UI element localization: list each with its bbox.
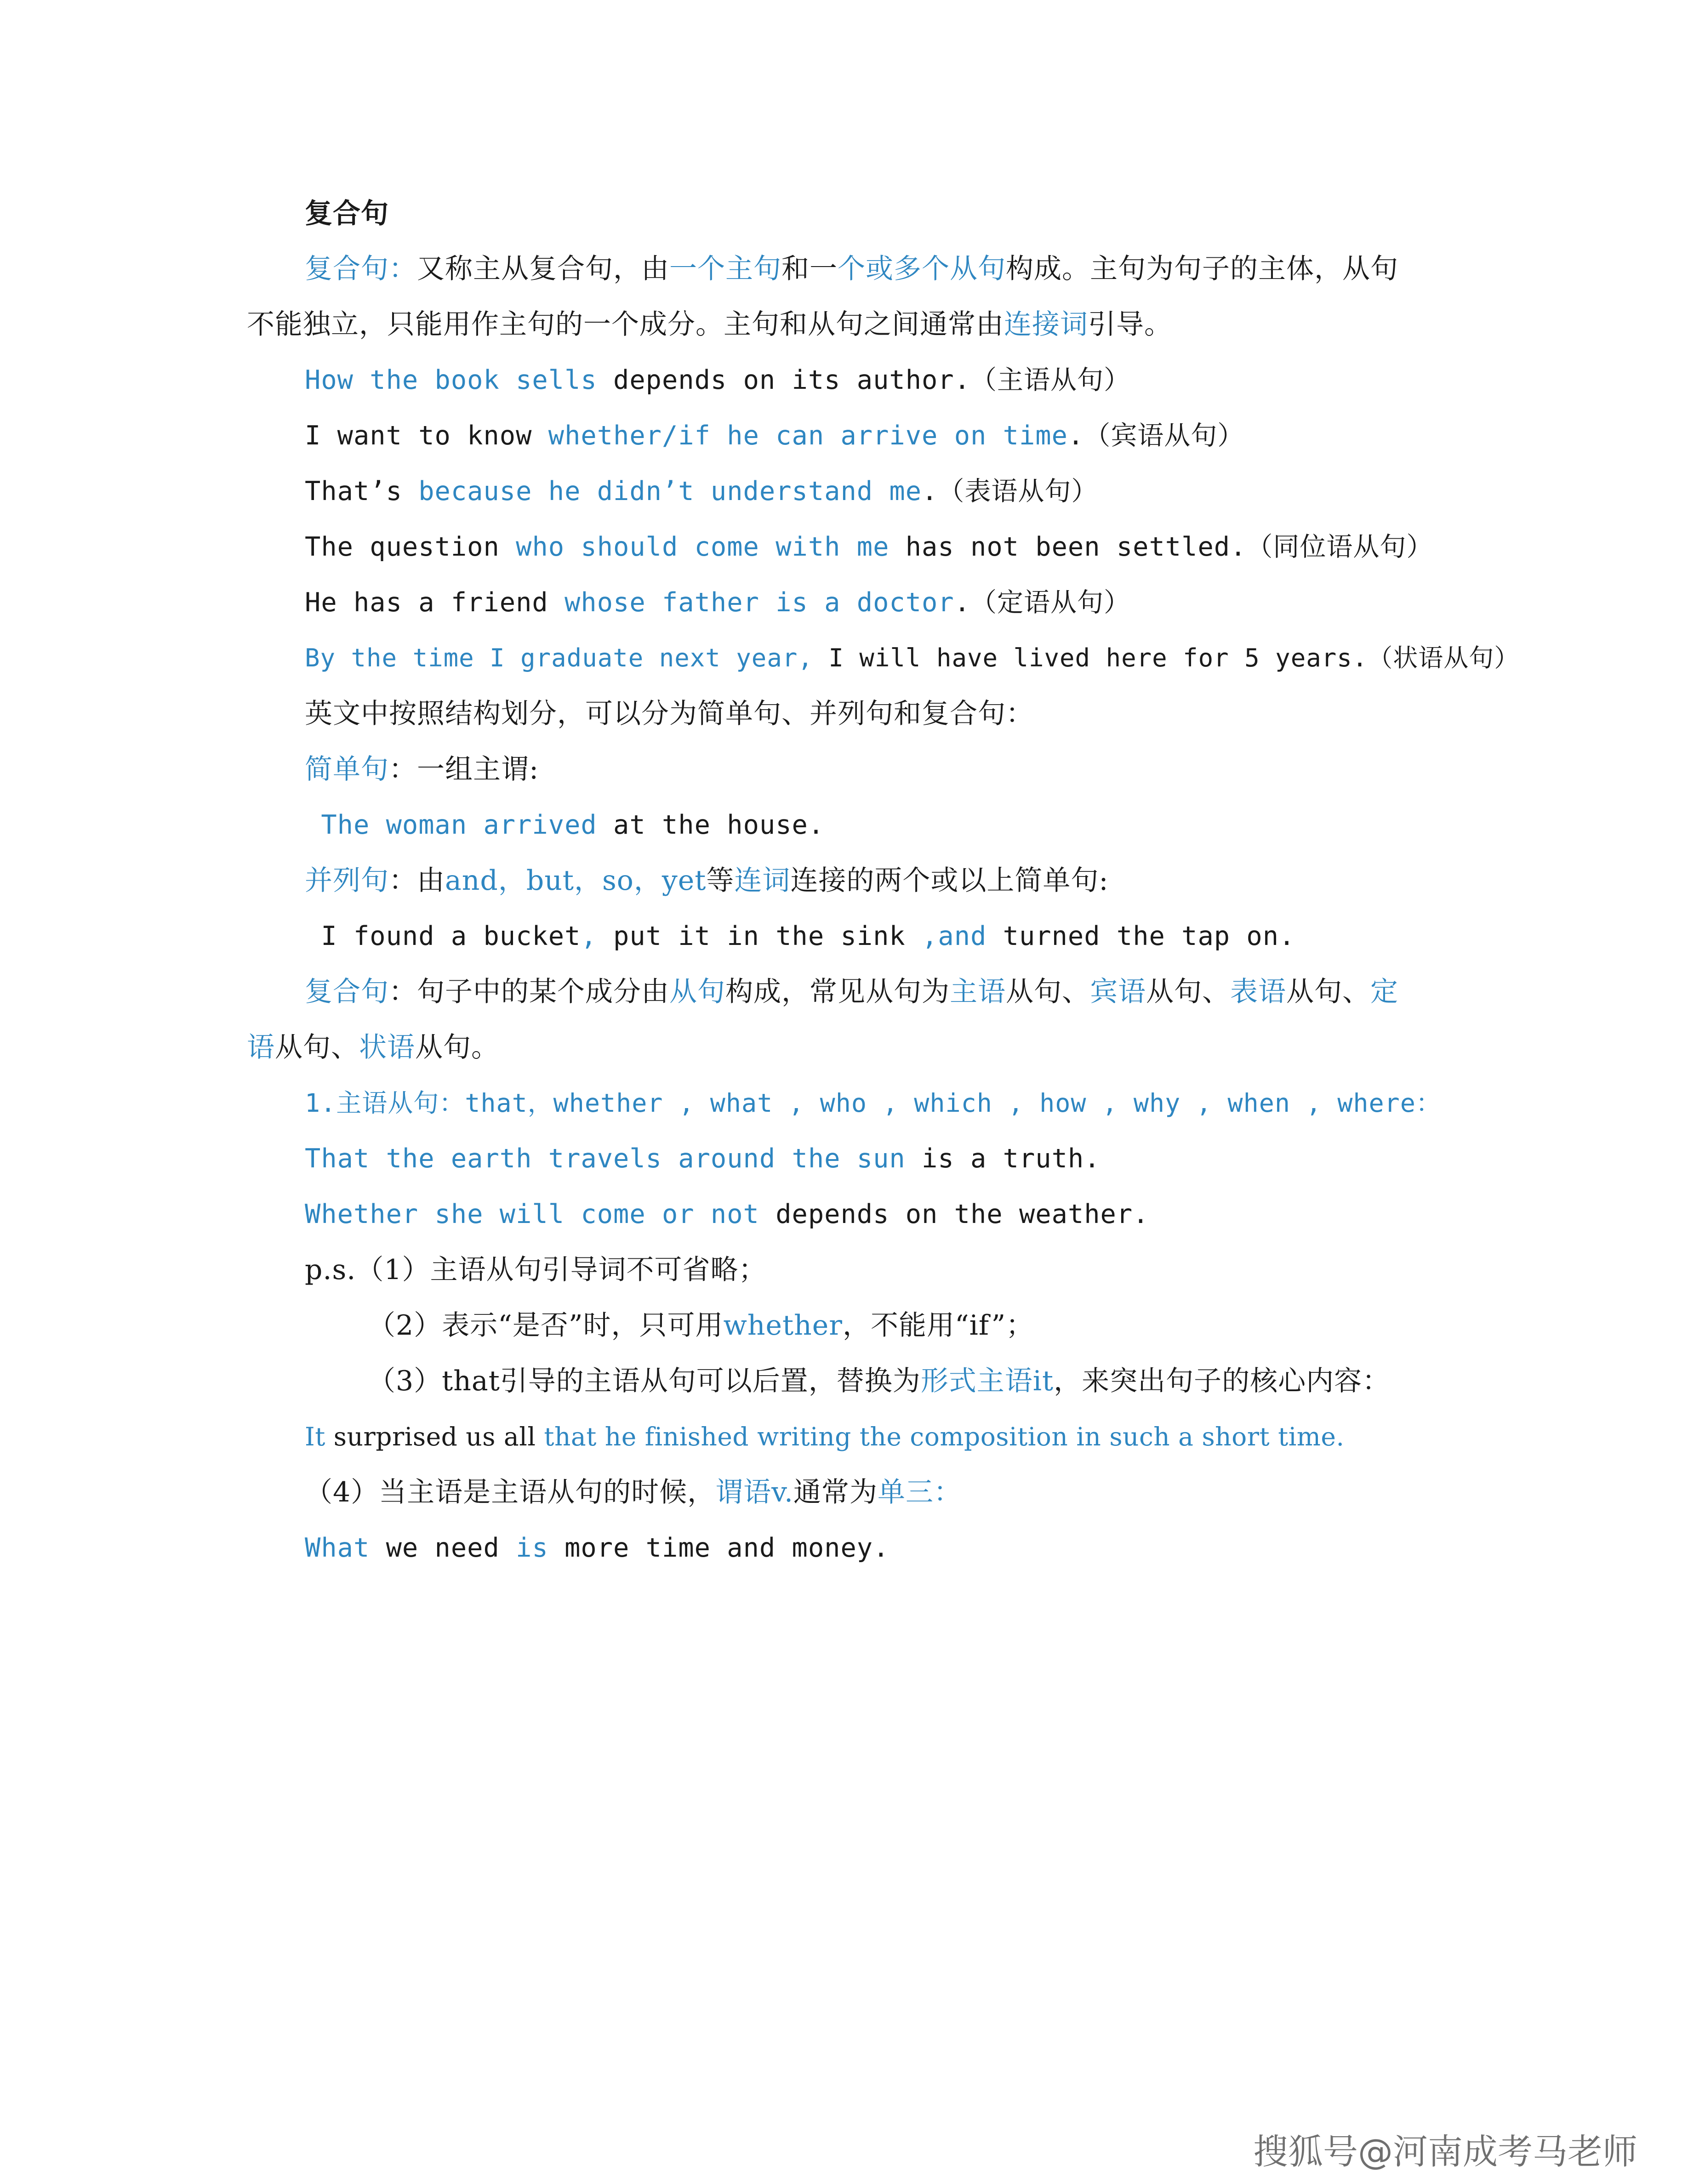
subject-clause-heading [305,1085,1442,1121]
body-text: more time and money. [548,1533,890,1563]
body-text: ：一组主谓: [389,753,539,785]
highlighted-text: because he didn’t understand me [418,476,922,506]
body-text: I will have lived here for 5 years.（状语从句） [813,643,1520,672]
highlighted-text: 谓语v. [715,1476,794,1508]
highlighted-text: who should come with me [516,532,890,562]
body-text: 等 [706,864,735,897]
body-text: 不能独立，只能用作主句的一个成分。主句和从句之间通常由 [247,308,1004,341]
highlighted-text: 1.主语从句：that，whether , what , who , which , how , why , when , where： [305,1088,1442,1118]
highlighted-text: 定 [1370,976,1398,1008]
body-text: ，来突出句子的核心内容： [1054,1365,1391,1397]
body-text: He has a friend [305,587,565,618]
body-text: （2）表示“是否”时，只可用 [368,1309,724,1342]
subject-clause-example-3 [305,1418,1344,1455]
body-text: depends on its author.（主语从句） [597,365,1131,395]
body-text: surprised us all [325,1422,544,1451]
body-text: I found a bucket [305,921,581,951]
body-text: 构成，常见从句为 [725,976,950,1008]
body-text: ：由 [389,864,445,897]
body-text: 又称主从复合句，由 [417,253,669,285]
complex-sentence-line-2 [247,1029,499,1066]
example-attributive-clause [305,584,1130,621]
highlighted-text: 连接词 [1004,308,1088,341]
body-text: （4）当主语是主语从句的时候， [305,1476,716,1508]
example-object-clause [305,417,1244,454]
body-text: 引导。 [1088,308,1172,341]
body-text: 通常为 [793,1476,878,1508]
body-text: .（表语从句） [922,476,1098,506]
highlighted-text: , [581,921,597,951]
highlighted-text: By the time I graduate next year, [305,643,813,672]
highlighted-text: that he finished writing the composition in such a short time. [544,1422,1345,1451]
body-text: ：句子中的某个成分由 [389,976,669,1008]
simple-sentence-definition [305,751,539,788]
body-text: ，不能用“if”； [842,1309,1034,1342]
compound-sentence-definition [305,862,1109,899]
highlighted-text: is [516,1533,548,1563]
highlighted-text: 状语 [359,1031,415,1064]
highlighted-text: 从句 [669,976,725,1008]
body-text: .（定语从句） [954,587,1131,618]
highlighted-text: 个或多个从句 [838,253,1006,285]
highlighted-text: 单三： [878,1476,962,1508]
body-text: The question [305,532,516,562]
body-text: 构成。主句为句子的主体，从句 [1006,253,1398,285]
compound-sentence-example [305,918,1295,955]
body-text: we need [370,1533,516,1563]
complex-sentence-line-1 [305,973,1398,1010]
highlighted-text: Whether she will come or not [305,1199,759,1229]
highlighted-text: 形式主语it [920,1365,1054,1397]
example-appositive-clause [305,529,1433,565]
highlighted-text: What [305,1533,370,1563]
body-text: is a truth. [905,1143,1101,1174]
highlighted-text: It [305,1422,325,1451]
highlighted-text: The woman arrived [305,810,597,840]
body-text: at the house. [597,810,825,840]
body-text: 从句、 [1286,976,1370,1008]
intro-line-2 [247,306,1172,343]
highlighted-text: 复合句： [305,253,417,285]
classification-text: 英文中按照结构划分，可以分为简单句、并列句和复合句： [305,698,1034,730]
highlighted-text: 语 [247,1031,275,1064]
body-text: 和一 [781,253,838,285]
ps-note-3 [368,1363,1390,1399]
highlighted-text: 主语 [950,976,1006,1008]
highlighted-text: whether/if he can arrive on time [548,421,1068,451]
highlighted-text: 一个主句 [669,253,781,285]
body-text: depends on the weather. [759,1199,1149,1229]
highlighted-text: 表语 [1230,976,1286,1008]
watermark: 搜狐号@河南成考马老师 [1253,2131,1637,2172]
body-text: turned the tap on. [987,921,1295,951]
ps-note-1 [305,1251,767,1288]
highlighted-text: 连词 [734,864,791,897]
page-title: 复合句 [305,198,389,230]
highlighted-text: 并列句 [305,864,389,897]
highlighted-text: That the earth travels around the sun [305,1143,906,1174]
body-text: 连接的两个或以上简单句: [790,864,1109,897]
body-text: 从句。 [415,1031,499,1064]
highlighted-text: How the book sells [305,365,597,395]
subject-clause-example-4 [305,1530,889,1566]
highlighted-text: and，but，so，yet [445,864,707,897]
highlighted-text: 简单句 [305,753,389,785]
intro-line-1 [305,250,1398,287]
subject-clause-example-2 [305,1196,1149,1233]
simple-sentence-example [305,807,824,843]
highlighted-text: whether [723,1309,843,1342]
ps-note-4 [305,1474,962,1511]
example-predicative-clause [305,473,1098,510]
body-text: has not been settled.（同位语从句） [889,532,1433,562]
body-text: put it in the sink [597,921,922,951]
body-text: I want to know [305,421,548,451]
body-text: 从句、 [1146,976,1230,1008]
body-text: .（宾语从句） [1067,421,1244,451]
highlighted-text: 复合句 [305,976,389,1008]
example-adverbial-clause [305,640,1519,677]
body-text: （3）that引导的主语从句可以后置，替换为 [368,1365,921,1397]
example-subject-clause [305,362,1130,398]
body-text: That’s [305,476,419,506]
ps-note-2 [368,1307,1034,1344]
subject-clause-example-1 [305,1140,1101,1177]
body-text: 从句、 [275,1031,359,1064]
highlighted-text: ,and [922,921,987,951]
highlighted-text: whose father is a doctor [565,587,954,618]
body-text: p.s.（1）主语从句引导词不可省略； [305,1254,767,1286]
highlighted-text: 宾语 [1090,976,1146,1008]
body-text: 从句、 [1006,976,1090,1008]
